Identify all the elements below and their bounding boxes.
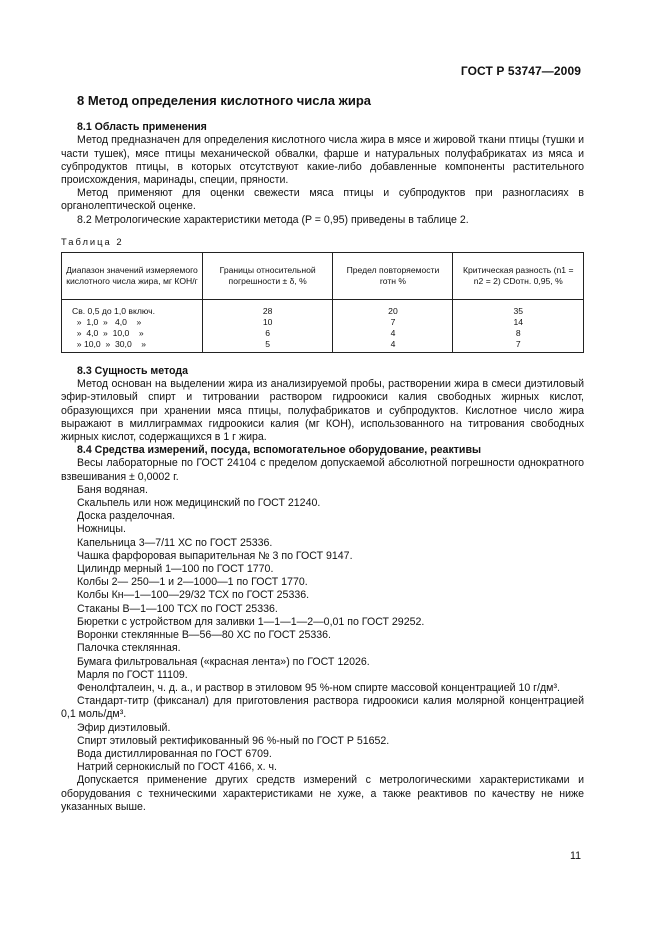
equipment-item: Ножницы. [77, 523, 126, 536]
equipment-item: Бумага фильтровальная («красная лента») по ГОСТ 12026. [77, 655, 370, 668]
table-row [62, 317, 584, 328]
reagent-item: Натрий сернокислый по ГОСТ 4166, х. ч. [77, 761, 277, 774]
table-cell-range: Св. 0,5 до 1,0 включ. [62, 300, 203, 318]
table-header-range: Диапазон значений измеряемого кислотного числа жира, мг КОН/г [62, 253, 203, 300]
equipment-item: Цилиндр мерный 1—100 по ГОСТ 1770. [77, 563, 274, 576]
reagent-item: Спирт этиловый ректификованный 96 %-ный по ГОСТ Р 51652. [77, 734, 390, 747]
equipment-item: Скальпель или нож медицинский по ГОСТ 21240. [77, 497, 321, 510]
table-cell-repeatability: 7 [333, 317, 453, 328]
table-cell-range: » 1,0 » 4,0 » [62, 317, 203, 328]
table-cell-critical-difference: 8 [453, 328, 584, 339]
table-row [62, 339, 584, 353]
subsection-8-3-title: 8.3 Сущность метода [77, 365, 189, 378]
table-header-repeatability: Предел повторяемости rотн % [333, 253, 453, 300]
subsection-8-1-title: 8.1 Область применения [77, 121, 207, 134]
equipment-item: Колбы 2— 250—1 и 2—1000—1 по ГОСТ 1770. [77, 576, 308, 589]
table-cell-critical-difference: 7 [453, 339, 584, 353]
paragraph-8-2-metrology: 8.2 Метрологические характеристики метода (P = 0,95) приведены в таблице 2. [77, 213, 469, 226]
equipment-item: Палочка стеклянная. [77, 642, 181, 655]
paragraph-8-1-usage: Метод применяют для оценки свежести мяса птицы и субпродуктов при разногласиях в органолептической оценке. [61, 187, 584, 213]
table-header-critical-difference: Критическая разность (n1 = n2 = 2) CDотн. 0,95, % [453, 253, 584, 300]
reagent-item: Эфир диэтиловый. [77, 721, 171, 734]
equipment-item: Стаканы В—1—100 ТСХ по ГОСТ 25336. [77, 602, 278, 615]
table-cell-error: 6 [202, 328, 333, 339]
table-cell-critical-difference: 14 [453, 317, 584, 328]
equipment-item: Бюретки с устройством для заливки 1—1—1—2—0,01 по ГОСТ 29252. [77, 615, 425, 628]
equipment-item: Марля по ГОСТ 11109. [77, 668, 188, 681]
table-cell-error: 28 [202, 300, 333, 318]
paragraph-8-1-scope: Метод предназначен для определения кислотного числа жира в мясе и жировой ткани птицы (тушки и части тушек), мясе птицы механической обвалки, фарше и натуральных полуфабрикатах из мяса и субпродуктов птицы, в которых отсутствуют какие-либо добавленные компоненты растительного происхождения, маринады, специи, пряности. [61, 134, 584, 187]
equipment-item: Фенолфталеин, ч. д. а., и раствор в этиловом 95 %-ном спирте массовой концентрацией 10 г/дм³. [77, 681, 560, 694]
page-number: 11 [570, 850, 581, 862]
standard-code: ГОСТ Р 53747—2009 [460, 64, 581, 78]
table-row [62, 328, 584, 339]
equipment-item: Колбы Кн—1—100—29/32 ТСХ по ГОСТ 25336. [77, 589, 310, 602]
metrology-table [61, 252, 584, 353]
paragraph-8-4-standard-titr: Стандарт-титр (фиксанал) для приготовления раствора гидроокиси калия молярной концентрацией 0,1 моль/дм³. [61, 695, 584, 721]
subsection-8-4-title: 8.4 Средства измерений, посуда, вспомогательное оборудование, реактивы [77, 444, 482, 457]
paragraph-8-4-allowed: Допускается применение других средств измерений с метрологическими характеристиками и оборудования с техническими характеристиками не хуже, а также реактивов по качеству не ниже указанных выше. [61, 774, 584, 813]
paragraph-8-3-principle: Метод основан на выделении жира из анализируемой пробы, растворении жира в смеси диэтиловый эфир-этиловый спирт и титровании раствором гидроокиси калия свободных жирных кислот, образующихся при хранении мяса птицы, полуфабрикатов и субпродуктов. Кислотное число жира выражают в миллиграммах гидроокиси калия (мг КОН), использованного на титрования свободных жирных кислот, содержащихся в 1 г жира. [61, 378, 584, 444]
table-row [62, 300, 584, 318]
page-content [61, 90, 584, 814]
equipment-item: Чашка фарфоровая выпарительная № 3 по ГОСТ 9147. [77, 549, 353, 562]
equipment-item: Доска разделочная. [77, 510, 176, 523]
table-cell-repeatability: 4 [333, 339, 453, 353]
table-cell-error: 10 [202, 317, 333, 328]
table-cell-error: 5 [202, 339, 333, 353]
table-cell-range: » 4,0 » 10,0 » [62, 328, 203, 339]
table-cell-repeatability: 20 [333, 300, 453, 318]
table-cell-critical-difference: 35 [453, 300, 584, 318]
table-cell-range: » 10,0 » 30,0 » [62, 339, 203, 353]
section-title: 8 Метод определения кислотного числа жира [77, 93, 371, 108]
table-cell-repeatability: 4 [333, 328, 453, 339]
equipment-item: Капельница 3—7/11 ХС по ГОСТ 25336. [77, 536, 273, 549]
table-caption: Таблица 2 [61, 235, 124, 247]
paragraph-8-4-scales: Весы лабораторные по ГОСТ 24104 с пределом допускаемой абсолютной погрешности однократного взвешивания ± 0,0002 г. [61, 457, 584, 483]
equipment-item: Баня водяная. [77, 483, 148, 496]
table-header-error: Границы относительной погрешности ± δ, % [202, 253, 333, 300]
equipment-item: Воронки стеклянные В—56—80 ХС по ГОСТ 25336. [77, 629, 331, 642]
reagent-item: Вода дистиллированная по ГОСТ 6709. [77, 747, 272, 760]
